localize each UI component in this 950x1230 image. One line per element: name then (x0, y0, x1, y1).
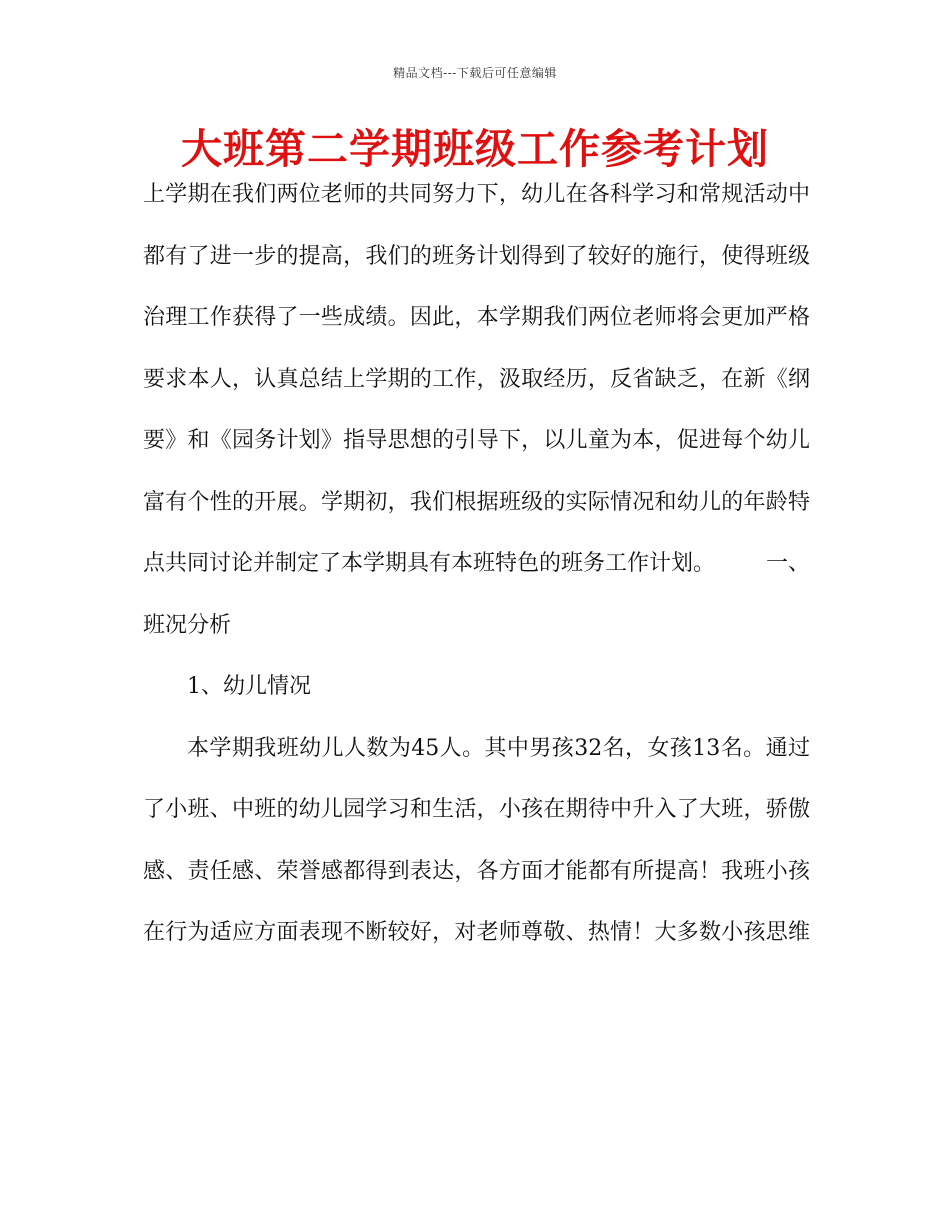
document-body (143, 164, 810, 964)
page-header: 精品文档---下载后可任意编辑 (393, 66, 557, 80)
paragraph-line: 要》和《园务计划》指导思想的引导下，以儿童为本，促进每个幼儿 (143, 428, 810, 453)
paragraph-line: 要求本人，认真总结上学期的工作，汲取经历，反省缺乏，在新《纲 (143, 366, 810, 392)
section-heading: 班况分析 (143, 612, 232, 638)
section-number: 一、 (765, 551, 810, 576)
paragraph-line: 感、责任感、荣誉感都得到表达，各方面才能都有所提高！我班小孩 (143, 858, 810, 884)
paragraph-line: 治理工作获得了一些成绩。因此，本学期我们两位老师将会更加严格 (143, 305, 810, 330)
paragraph-line: 了小班、中班的幼儿园学习和生活，小孩在期待中升入了大班，骄傲 (143, 797, 810, 822)
paragraph-line: 富有个性的开展。学期初，我们根据班级的实际情况和幼儿的年龄特 (143, 489, 810, 515)
paragraph-line: 在行为适应方面表现不断较好，对老师尊敬、热情！大多数小孩思维 (143, 920, 810, 945)
paragraph-line-text: 点共同讨论并制定了本学期具有本班特色的班务工作计划。 (143, 551, 716, 576)
paragraph-line: 都有了进一步的提高，我们的班务计划得到了较好的施行，使得班级 (143, 243, 810, 269)
subsection-heading: 1、幼儿情况 (187, 674, 311, 699)
paragraph-line: 上学期在我们两位老师的共同努力下，幼儿在各科学习和常规活动中 (143, 182, 810, 207)
paragraph-line: 本学期我班幼儿人数为45人。其中男孩32名，女孩13名。通过 (187, 735, 810, 761)
document-title: 大班第二学期班级工作参考计划 (181, 125, 769, 173)
paragraph-line (143, 533, 810, 595)
